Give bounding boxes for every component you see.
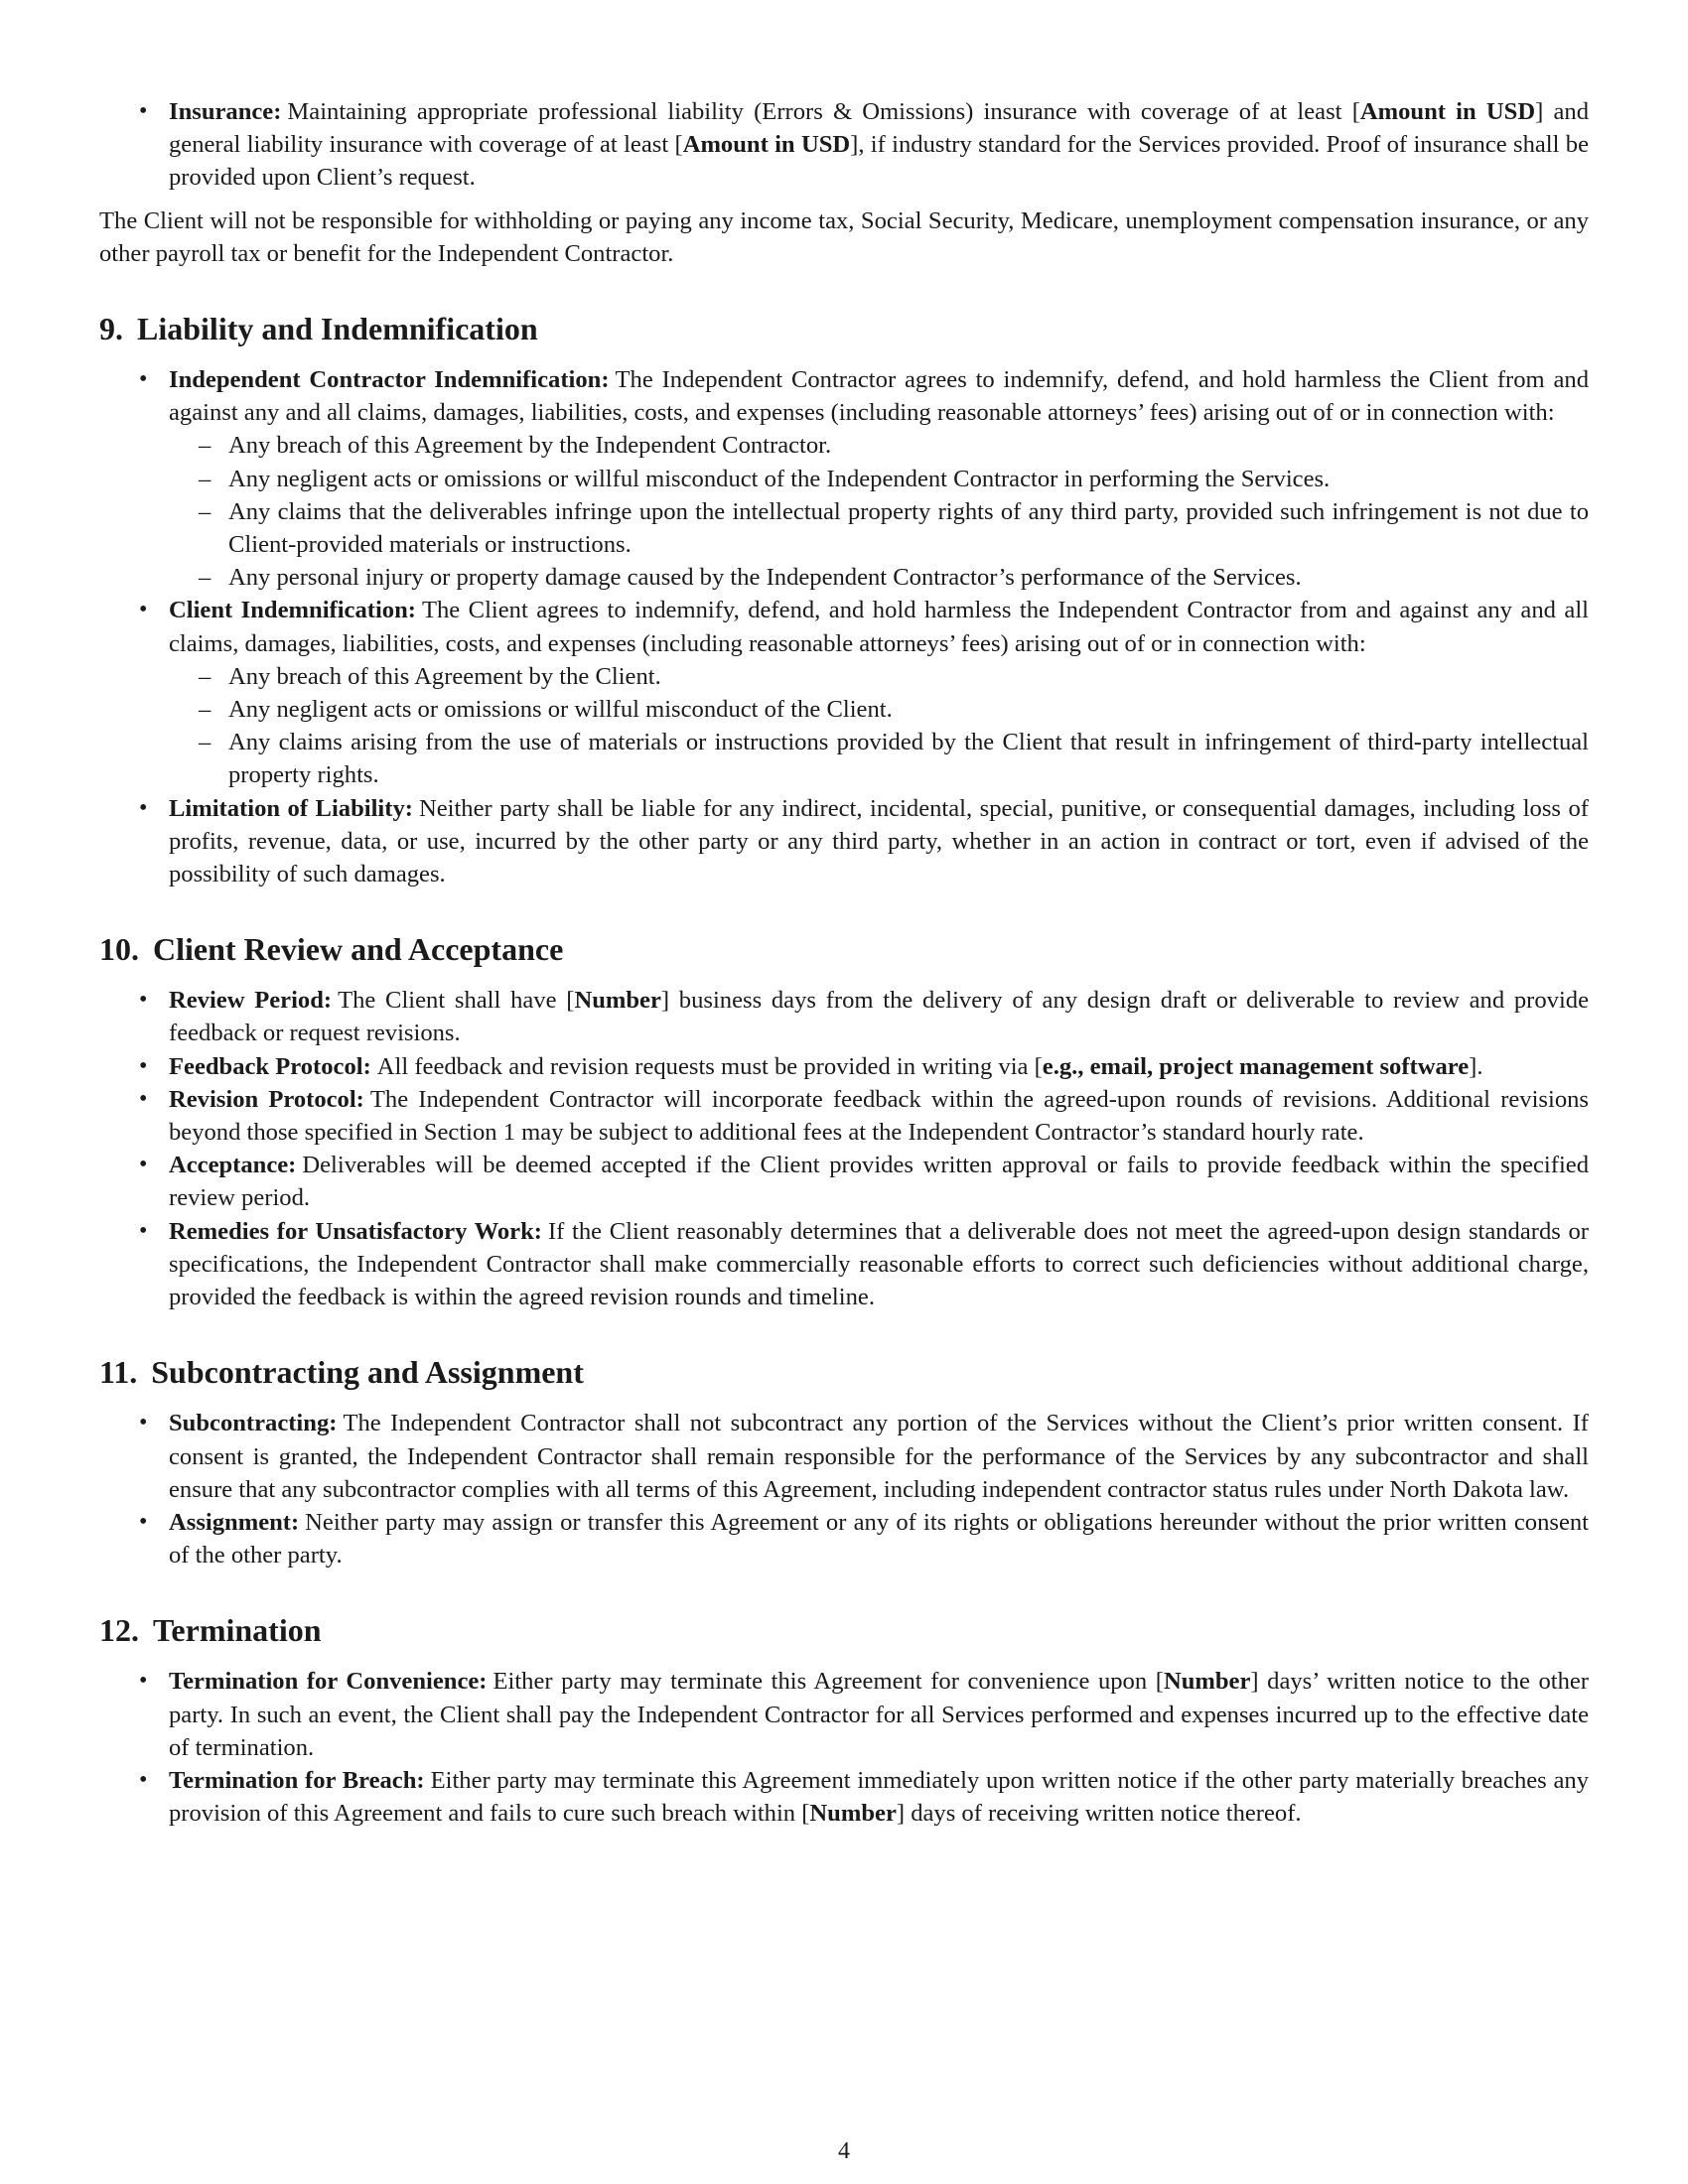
insurance-item (99, 95, 1589, 195)
list-item: – Any negligent acts or omissions or willful misconduct of the Independent Contractor in performing the Services. (169, 463, 1589, 495)
termination-convenience-text-2: ] days’ written notice to the other party. In such an event, the Client shall pay the Independent Contractor for all Services performed and expenses incurred up to the effective date of termination. (169, 1668, 1589, 1761)
list-item: – Any claims that the deliverables infringe upon the intellectual property rights of any third party, provided such infringement is not due to Client-provided materials or instructions. (169, 495, 1589, 561)
insurance-text-3: ], if industry standard for the Services provided. Proof of insurance shall be provided upon Client’s request. (169, 131, 1589, 192)
review-period-lead: Review Period: (169, 987, 333, 1015)
termination-convenience-lead: Termination for Convenience: (169, 1668, 488, 1696)
list-item: – Any personal injury or property damage caused by the Independent Contractor’s performance of the Services. (169, 561, 1589, 594)
section-9-heading (99, 308, 1589, 349)
assignment-item (99, 1506, 1589, 1571)
review-period-text-2: ] business days from the delivery of any design draft or deliverable to review and provide feedback or request revisions. (169, 987, 1589, 1047)
revision-protocol-item (99, 1083, 1589, 1149)
section-10-list (99, 984, 1589, 1313)
termination-breach-text-2: ] days of receiving written notice thereof. (896, 1800, 1302, 1828)
section-8-list (99, 95, 1589, 195)
review-period-item (99, 984, 1589, 1049)
client-indemnification-item (99, 594, 1589, 791)
list-item: – Any claims arising from the use of materials or instructions provided by the Client that result in infringement of third-party intellectual property rights. (169, 726, 1589, 791)
client-indemnification-lead: Client Indemnification: (169, 597, 416, 624)
payroll-tax-paragraph: The Client will not be responsible for withholding or paying any income tax, Social Security, Medicare, unemployment compensation insurance, or any other payroll tax or benefit for the Independent Contractor. (99, 206, 1589, 267)
list-item: – Any breach of this Agreement by the Client. (169, 660, 1589, 693)
feedback-protocol-lead: Feedback Protocol: (169, 1052, 371, 1080)
insurance-text-1: Maintaining appropriate professional liability (Errors & Omissions) insurance with coverage of at least [ (287, 98, 1360, 125)
acceptance-text: Deliverables will be deemed accepted if the Client provides written approval or fails to provide feedback within the specified review period. (169, 1152, 1589, 1212)
section-10-heading (99, 928, 1589, 970)
subcontracting-lead: Subcontracting: (169, 1410, 338, 1437)
client-indemnification-text: The Client agrees to indemnify, defend, and hold harmless the Independent Contractor from and against any and all claims, damages, liabilities, costs, and expenses (including reasonable attorneys’ fees) arising out of or in connection with: (169, 597, 1590, 657)
ic-indemnification-text: The Independent Contractor agrees to indemnify, defend, and hold harmless the Client from and against any and all claims, damages, liabilities, costs, and expenses (including reasonable attorneys’ fees) arising out of or in connection with: (169, 366, 1589, 427)
section-9-list (99, 363, 1589, 890)
ic-indemnification-item (99, 363, 1589, 594)
section-11-title: Subcontracting and Assignment (151, 1354, 584, 1391)
review-period-text-1: The Client shall have [ (338, 987, 575, 1015)
subcontracting-text: The Independent Contractor shall not subcontract any portion of the Services without the Client’s prior written consent. If consent is granted, the Independent Contractor shall remain responsible for the performance of the Services by any subcontractor and shall ensure that any subcontractor complies with all terms of this Agreement, including independent contractor status rules under North Dakota law. (169, 1410, 1589, 1503)
section-12-number: 12. (99, 1612, 139, 1649)
list-item: – Any breach of this Agreement by the Independent Contractor. (169, 429, 1589, 462)
subcontracting-item (99, 1407, 1589, 1506)
section-10-title: Client Review and Acceptance (153, 931, 564, 968)
insurance-text-2: ] and general liability insurance with coverage of at least [ (169, 98, 1589, 159)
termination-breach-item (99, 1764, 1589, 1830)
revision-protocol-lead: Revision Protocol: (169, 1085, 364, 1113)
termination-breach-placeholder: Number (809, 1800, 897, 1828)
termination-convenience-placeholder: Number (1163, 1668, 1251, 1696)
page-number: 4 (838, 2138, 850, 2164)
insurance-amount-1: Amount in USD (1359, 98, 1536, 125)
termination-breach-text-1: Either party may terminate this Agreement immediately upon written notice if the other party materially breaches any provision of this Agreement and fails to cure such breach within [ (169, 1766, 1589, 1828)
client-indemnification-sublist (169, 660, 1589, 792)
section-9-number: 9. (99, 311, 123, 347)
section-11-list (99, 1407, 1589, 1571)
acceptance-item (99, 1149, 1589, 1214)
review-period-placeholder: Number (574, 987, 661, 1015)
feedback-protocol-text-1: All feedback and revision requests must be provided in writing via [ (376, 1052, 1043, 1080)
limitation-lead: Limitation of Liability: (169, 794, 413, 822)
section-12-title: Termination (153, 1612, 322, 1649)
acceptance-lead: Acceptance: (169, 1152, 297, 1179)
section-10-number: 10. (99, 931, 139, 968)
feedback-protocol-placeholder: e.g., email, project management software (1042, 1052, 1470, 1080)
section-9-title: Liability and Indemnification (137, 311, 538, 347)
feedback-protocol-text-2: ]. (1469, 1052, 1483, 1080)
document-page (99, 95, 1589, 1830)
section-12-list (99, 1665, 1589, 1830)
insurance-amount-2: Amount in USD (682, 131, 851, 159)
ic-indemnification-lead: Independent Contractor Indemnification: (169, 366, 610, 394)
termination-convenience-item (99, 1665, 1589, 1764)
list-item: – Any negligent acts or omissions or willful misconduct of the Client. (169, 693, 1589, 726)
termination-breach-lead: Termination for Breach: (169, 1766, 425, 1794)
limitation-item (99, 792, 1589, 891)
remedies-text: If the Client reasonably determines that a deliverable does not meet the agreed-upon design standards or specifications, the Independent Contractor shall make commercially reasonable efforts to correct such deficiencies without additional charge, provided the feedback is within the agreed revision rounds and timeline. (169, 1217, 1589, 1311)
termination-convenience-text-1: Either party may terminate this Agreement for convenience upon [ (492, 1668, 1164, 1696)
feedback-protocol-item (99, 1050, 1589, 1083)
section-11-heading (99, 1351, 1589, 1393)
limitation-text: Neither party shall be liable for any indirect, incidental, special, punitive, or consequential damages, including loss of profits, revenue, data, or use, incurred by the other party or any third party, whether in an action in contract or tort, even if advised of the possibility of such damages. (169, 794, 1589, 888)
ic-indemnification-sublist (169, 429, 1589, 594)
revision-protocol-text: The Independent Contractor will incorporate feedback within the agreed-upon rounds of revisions. Additional revisions beyond those specified in Section 1 may be subject to additional fees at the Independent Contractor’s standard hourly rate. (169, 1085, 1589, 1147)
remedies-lead: Remedies for Unsatisfactory Work: (169, 1217, 542, 1245)
remedies-item (99, 1215, 1589, 1314)
section-11-number: 11. (99, 1354, 138, 1391)
assignment-lead: Assignment: (169, 1508, 300, 1536)
assignment-text: Neither party may assign or transfer this Agreement or any of its rights or obligations hereunder without the prior written consent of the other party. (169, 1508, 1589, 1570)
section-12-heading (99, 1609, 1589, 1651)
insurance-lead: Insurance: (169, 98, 282, 125)
